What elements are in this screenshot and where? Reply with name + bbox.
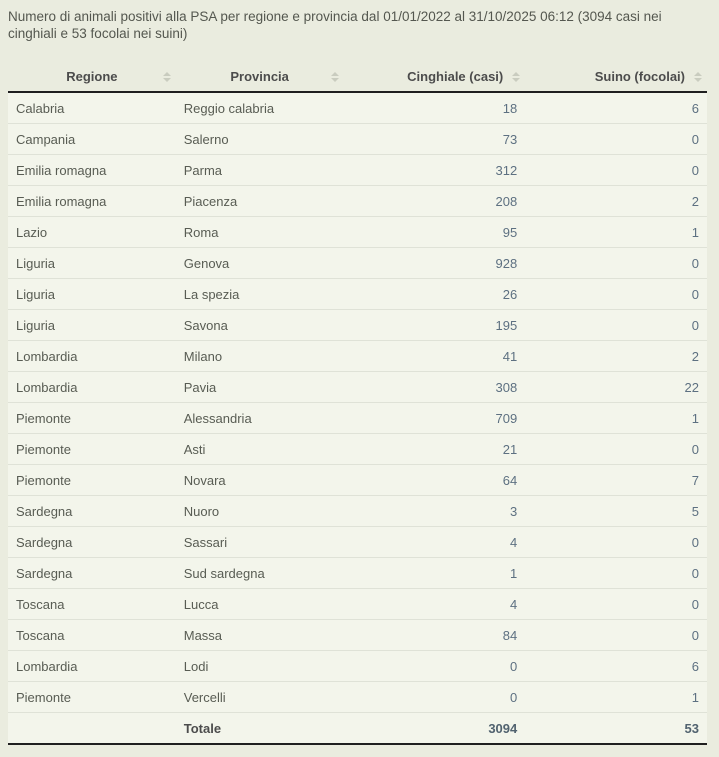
cell-suino: 0 [525, 558, 707, 589]
cell-suino: 6 [525, 651, 707, 682]
cell-regione: Lombardia [8, 372, 176, 403]
cell-cinghiale: 41 [344, 341, 526, 372]
cell-provincia: Asti [176, 434, 344, 465]
cell-suino: 7 [525, 465, 707, 496]
cell-cinghiale: 195 [344, 310, 526, 341]
table-header [8, 62, 707, 92]
cell-regione: Liguria [8, 279, 176, 310]
psa-table [8, 62, 707, 745]
cell-cinghiale: 64 [344, 465, 526, 496]
table-caption: Numero di animali positivi alla PSA per regione e provincia dal 01/01/2022 al 31/10/2025 06:12 (3094 casi nei cinghiali e 53 focolai nei suini) [8, 9, 662, 41]
column-header-provincia[interactable] [176, 62, 344, 92]
table-row [8, 589, 707, 620]
column-header-cinghiale[interactable] [344, 62, 526, 92]
cell-suino: 1 [525, 682, 707, 713]
cell-provincia: Pavia [176, 372, 344, 403]
cell-cinghiale: 95 [344, 217, 526, 248]
cell-suino: 2 [525, 186, 707, 217]
cell-provincia: Parma [176, 155, 344, 186]
cell-provincia: Alessandria [176, 403, 344, 434]
column-header-label: Regione [66, 69, 118, 84]
total-row [8, 713, 707, 745]
table-row [8, 310, 707, 341]
cell-regione: Liguria [8, 310, 176, 341]
table-body [8, 92, 707, 713]
cell-cinghiale: 4 [344, 589, 526, 620]
cell-suino: 5 [525, 496, 707, 527]
cell-suino: 0 [525, 620, 707, 651]
cell-suino: 0 [525, 310, 707, 341]
cell-cinghiale: 308 [344, 372, 526, 403]
table-row [8, 403, 707, 434]
cell-provincia: Genova [176, 248, 344, 279]
table-row [8, 155, 707, 186]
cell-provincia: Sud sardegna [176, 558, 344, 589]
cell-regione: Lazio [8, 217, 176, 248]
cell-provincia: Nuoro [176, 496, 344, 527]
cell-provincia: Sassari [176, 527, 344, 558]
cell-cinghiale: 18 [344, 92, 526, 124]
total-cinghiale: 3094 [344, 713, 526, 745]
table-row [8, 496, 707, 527]
cell-suino: 6 [525, 92, 707, 124]
cell-cinghiale: 3 [344, 496, 526, 527]
cell-cinghiale: 4 [344, 527, 526, 558]
cell-provincia: Milano [176, 341, 344, 372]
cell-provincia: Reggio calabria [176, 92, 344, 124]
table-row [8, 527, 707, 558]
cell-regione: Campania [8, 124, 176, 155]
cell-regione: Piemonte [8, 465, 176, 496]
total-suino: 53 [525, 713, 707, 745]
column-header-label: Cinghiale (casi) [407, 69, 504, 84]
cell-cinghiale: 84 [344, 620, 526, 651]
table-row [8, 558, 707, 589]
cell-provincia: Savona [176, 310, 344, 341]
table-row [8, 465, 707, 496]
table-row [8, 92, 707, 124]
cell-regione: Piemonte [8, 434, 176, 465]
sort-icon [512, 72, 520, 82]
cell-provincia: Massa [176, 620, 344, 651]
table-row [8, 279, 707, 310]
cell-suino: 0 [525, 434, 707, 465]
table-row [8, 217, 707, 248]
cell-provincia: Salerno [176, 124, 344, 155]
table-row [8, 620, 707, 651]
table-row [8, 124, 707, 155]
table-row [8, 248, 707, 279]
cell-regione: Piemonte [8, 682, 176, 713]
cell-regione: Lombardia [8, 341, 176, 372]
cell-suino: 2 [525, 341, 707, 372]
cell-suino: 0 [525, 124, 707, 155]
table-row [8, 341, 707, 372]
cell-suino: 0 [525, 279, 707, 310]
column-header-regione[interactable] [8, 62, 176, 92]
table-row [8, 434, 707, 465]
table-row [8, 186, 707, 217]
cell-cinghiale: 0 [344, 682, 526, 713]
cell-regione: Sardegna [8, 527, 176, 558]
cell-regione: Sardegna [8, 496, 176, 527]
table-row [8, 372, 707, 403]
cell-cinghiale: 0 [344, 651, 526, 682]
cell-regione: Piemonte [8, 403, 176, 434]
cell-regione: Lombardia [8, 651, 176, 682]
cell-suino: 1 [525, 403, 707, 434]
cell-provincia: Vercelli [176, 682, 344, 713]
cell-suino: 0 [525, 589, 707, 620]
cell-cinghiale: 1 [344, 558, 526, 589]
cell-suino: 22 [525, 372, 707, 403]
cell-cinghiale: 312 [344, 155, 526, 186]
sort-icon [331, 72, 339, 82]
cell-cinghiale: 73 [344, 124, 526, 155]
cell-cinghiale: 26 [344, 279, 526, 310]
cell-regione: Liguria [8, 248, 176, 279]
total-cell-empty [8, 713, 176, 745]
sort-icon [694, 72, 702, 82]
cell-suino: 0 [525, 527, 707, 558]
total-label: Totale [176, 713, 344, 745]
cell-regione: Toscana [8, 589, 176, 620]
cell-provincia: Roma [176, 217, 344, 248]
cell-cinghiale: 21 [344, 434, 526, 465]
cell-provincia: Lucca [176, 589, 344, 620]
column-header-suino[interactable] [525, 62, 707, 92]
cell-provincia: La spezia [176, 279, 344, 310]
cell-suino: 1 [525, 217, 707, 248]
sort-icon [163, 72, 171, 82]
cell-regione: Emilia romagna [8, 186, 176, 217]
column-header-label: Suino (focolai) [594, 69, 685, 84]
cell-provincia: Lodi [176, 651, 344, 682]
cell-regione: Sardegna [8, 558, 176, 589]
cell-regione: Emilia romagna [8, 155, 176, 186]
cell-suino: 0 [525, 248, 707, 279]
table-footer [8, 713, 707, 745]
column-header-label: Provincia [230, 69, 289, 84]
cell-regione: Calabria [8, 92, 176, 124]
cell-provincia: Novara [176, 465, 344, 496]
table-row [8, 651, 707, 682]
cell-regione: Toscana [8, 620, 176, 651]
cell-cinghiale: 208 [344, 186, 526, 217]
cell-cinghiale: 709 [344, 403, 526, 434]
cell-suino: 0 [525, 155, 707, 186]
cell-provincia: Piacenza [176, 186, 344, 217]
table-row [8, 682, 707, 713]
cell-cinghiale: 928 [344, 248, 526, 279]
